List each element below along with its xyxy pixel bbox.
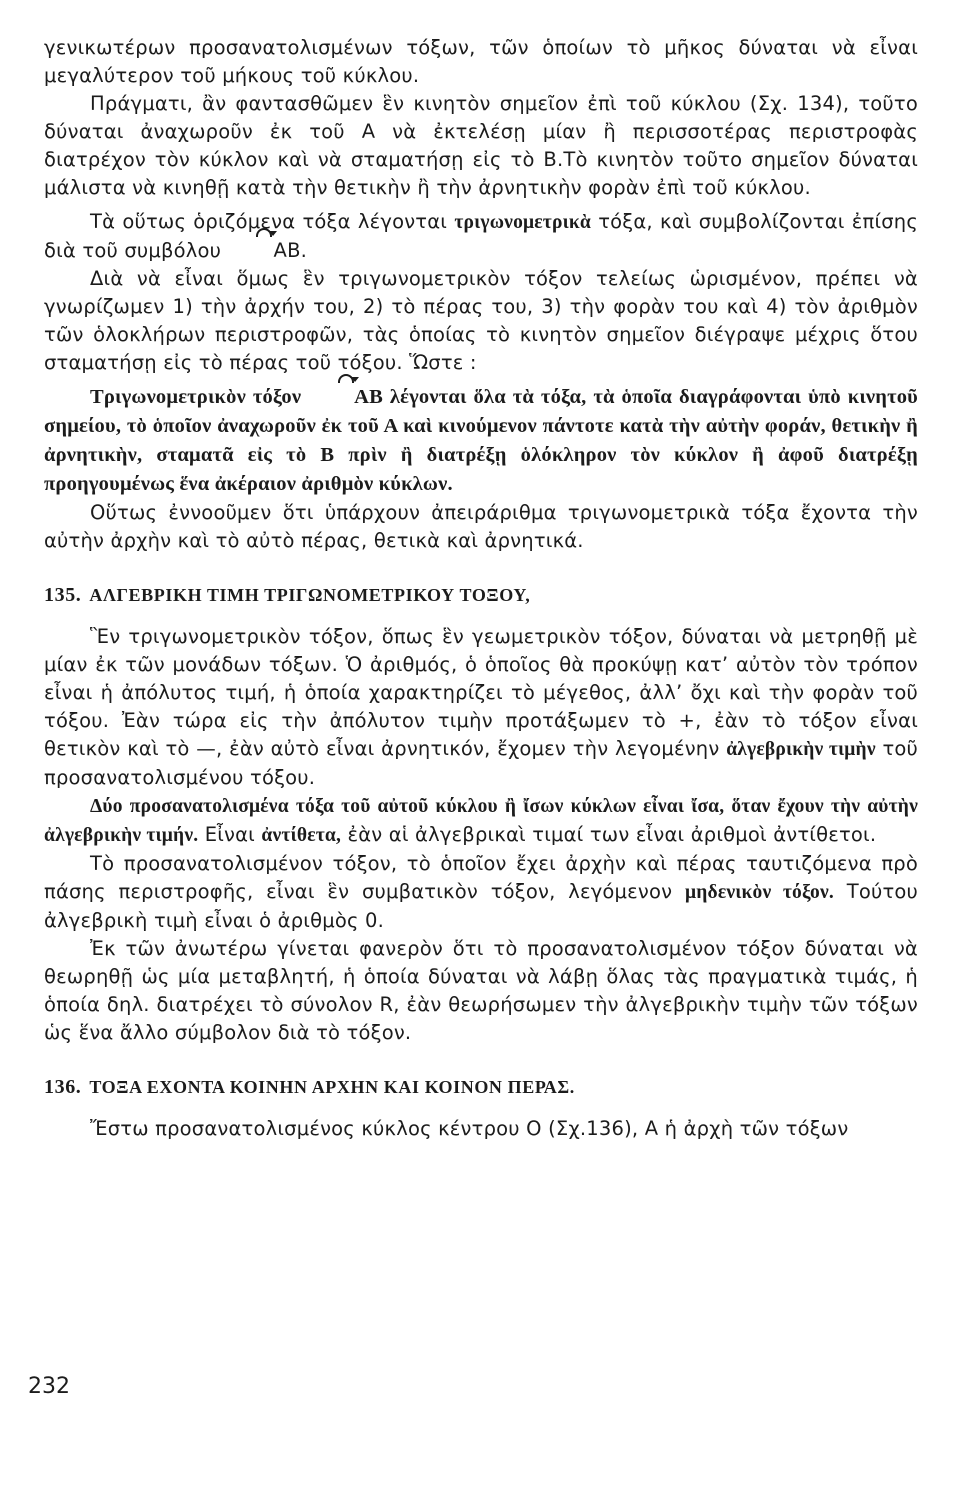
- paragraph-6: [44, 623, 918, 792]
- paragraph-3: [44, 208, 918, 265]
- definition-arc-symbol: [308, 383, 383, 412]
- paragraph-7: [44, 792, 918, 850]
- paragraph-1: γενικωτέρων προσανατολισμένων τόξων, τῶν ὁποίων τὸ μῆκος δύναται νὰ εἶναι μεγαλύτερον τοῦ μήκους τοῦ κύκλου.: [44, 36, 918, 87]
- paragraph-7-text-a: Εἶναι: [204, 823, 255, 846]
- arc-arrow-icon: [269, 231, 277, 236]
- term-zero-arc: μηδενικὸν τόξον.: [684, 882, 834, 903]
- paragraph-6-text-a: Ἓν τριγωνομετρικὸν τόξον, ὅπως ἓν γεωμετρικὸν τόξον, δύναται νὰ μετρηθῇ μὲ μίαν ἐκ τῶν μονάδων τόξων. Ὁ ἀριθμός, ὁ ὁποῖος θὰ προκύψῃ κατ’ αὐτὸν τὸν τρόπον εἶναι ἡ ἀπόλυτος τιμή, ἡ ὁποία χαρακτηρίζει τὸ μέγεθος, ἀλλ’ ὄχι καὶ τὴν φορὰν τοῦ τόξου. Ἐὰν τώρα εἰς τὴν ἀπόλυτον τιμὴν προτάξωμεν τὸ +, ἐὰν τὸ τόξον εἶναι θετικὸν καὶ τὸ —, ἐὰν αὐτὸ εἶναι ἀρνητικόν, ἔχομεν τὴν λεγομένην: [44, 625, 918, 760]
- arc-arrow-icon: [351, 377, 359, 382]
- paragraph-8-text-b: Τούτου ἀλγεβρικὴ τιμὴ εἶναι ὁ ἀριθμὸς 0.: [44, 880, 918, 932]
- paragraph-7-text-b: ἐὰν αἱ ἀλγεβρικαὶ τιμαί των εἶναι ἀριθμοὶ ἀντίθετοι.: [347, 823, 877, 846]
- paragraph-4: Διὰ νὰ εἶναι ὅμως ἓν τριγωνομετρικὸν τόξον τελείως ὡρισμένον, πρέπει νὰ γνωρίζωμεν 1) τὴν ἀρχήν του, 2) τὸ πέρας του, 3) τὴν φορὰν του καὶ 4) τὸν ἀριθμὸν τῶν ὁλοκλήρων περιστροφῶν, τὰς ὁποίας τὸ κινητὸν σημεῖον διέγραψε μέχρις ὅτου σταματήσῃ εἰς τὸ πέρας τοῦ τόξου. Ὥστε :: [44, 267, 918, 374]
- paragraph-3-text-a: Τὰ οὕτως ὁριζόμενα τόξα λέγονται: [90, 210, 448, 233]
- page-number: 232: [28, 1374, 70, 1399]
- section-number-136: 136.: [44, 1076, 82, 1098]
- definition-arc-text: ΑΒ: [354, 386, 383, 408]
- page-body: [44, 34, 918, 1143]
- definition-term: Τριγωνομετρικὸν τόξον: [90, 386, 302, 408]
- section-number-135: 135.: [44, 584, 82, 606]
- term-opposite: ἀντίθετα,: [261, 825, 342, 846]
- paragraph-5: Οὕτως ἐννοοῦμεν ὅτι ὑπάρχουν ἀπειράριθμα τριγωνομετρικὰ τόξα ἔχοντα τὴν αὐτὴν ἀρχὴν καὶ τὸ αὐτὸ πέρας, θετικὰ καὶ ἀρνητικά.: [44, 501, 918, 552]
- definition-text: λέγονται ὅλα τὰ τόξα, τὰ ὁποῖα διαγράφονται ὑπὸ κινητοῦ σημείου, τὸ ὁποῖον ἀναχωροῦν ἐκ τοῦ Α καὶ κινούμενον πάντοτε κατὰ τὴν αὐτὴν φοράν, θετικὴν ἢ ἀρνητικὴν, σταματᾶ εἰς τὸ Β πρὶν ἢ διατρέξῃ ὁλόκληρον τὸν κύκλον ἢ ἀφοῦ διατρέξῃ προηγουμένως ἕνα ἀκέραιον ἀριθμὸν κύκλων.: [44, 386, 919, 495]
- term-trigonometric: τριγωνομετρικὰ: [454, 212, 591, 233]
- paragraph-9: Ἐκ τῶν ἀνωτέρω γίνεται φανερὸν ὅτι τὸ προσανατολισμένον τόξον δύναται νὰ θεωρηθῇ ὡς μία μεταβλητή, ἡ ὁποία δύναται νὰ λάβῃ ὅλας τὰς πραγματικὰ τιμάς, ἡ ὁποία δηλ. διατρέχει τὸ σύνολον R, ἐὰν θεωρήσωμεν τὴν ἀλγεβρικὴν τιμὴν τῶν τόξων ὡς ἕνα ἄλλο σύμβολον διὰ τὸ τόξον.: [44, 937, 918, 1044]
- equal-arcs-statement: Δύο προσανατολισμένα τόξα τοῦ αὐτοῦ κύκλου ἢ ἴσων κύκλων εἶναι ἴσα, ὅταν ἔχουν τὴν αὐτὴν ἀλγεβρικὴν τιμήν.: [44, 796, 918, 846]
- section-title-136: ΤΟΞΑ ΕΧΟΝΤΑ ΚΟΙΝΗΝ ΑΡΧΗΝ ΚΑΙ ΚΟΙΝΟΝ ΠΕΡΑΣ.: [89, 1077, 575, 1097]
- paragraph-8: [44, 850, 918, 935]
- arc-symbol-text: ΑΒ: [273, 239, 301, 262]
- paragraph-2: Πράγματι, ἂν φαντασθῶμεν ἓν κινητὸν σημεῖον ἐπὶ τοῦ κύκλου (Σχ. 134), τοῦτο δύναται ἀναχωροῦν ἐκ τοῦ Α νὰ ἐκτελέσῃ μίαν ἢ περισσοτέρας περιστροφὰς διατρέχον τὸν κύκλον καὶ νὰ σταματήσῃ εἰς τὸ Β.Τὸ κινητὸν τοῦτο σημεῖον δύναται μάλιστα νὰ κινηθῇ κατὰ τὴν θετικὴν ἢ τὴν ἀρνητικὴν φορὰν ἐπὶ τοῦ κύκλου.: [44, 92, 918, 199]
- paragraph-3-end: .: [300, 239, 308, 262]
- paragraph-3-text-b: τόξα, καὶ συμβολίζονται ἐπίσης διὰ τοῦ συμβόλου: [44, 210, 919, 262]
- term-algebraic-value: ἀλγεβρικὴν τιμὴν: [726, 739, 876, 760]
- paragraph-6-text-b: τοῦ προσανατολισμένου τόξου.: [44, 737, 919, 789]
- section-heading-136: [44, 1073, 918, 1101]
- arc-symbol-ab: [228, 237, 301, 265]
- section-heading-135: [44, 581, 918, 609]
- paragraph-10: Ἔστω προσανατολισμένος κύκλος κέντρου Ο (Σχ.136), Α ἡ ἀρχὴ τῶν τόξων: [90, 1117, 849, 1140]
- definition-paragraph: [44, 383, 918, 499]
- section-title-135: ΑΛΓΕΒΡΙΚΗ ΤΙΜΗ ΤΡΙΓΩΝΟΜΕΤΡΙΚΟΥ ΤΟΞΟΥ,: [89, 585, 531, 605]
- paragraph-8-text-a: Τὸ προσανατολισμένον τόξον, τὸ ὁποῖον ἔχει ἀρχὴν καὶ πέρας ταυτιζόμενα πρὸ πάσης περιστροφῆς, εἶναι ἓν συμβατικὸν τόξον, λεγόμενον: [44, 852, 918, 903]
